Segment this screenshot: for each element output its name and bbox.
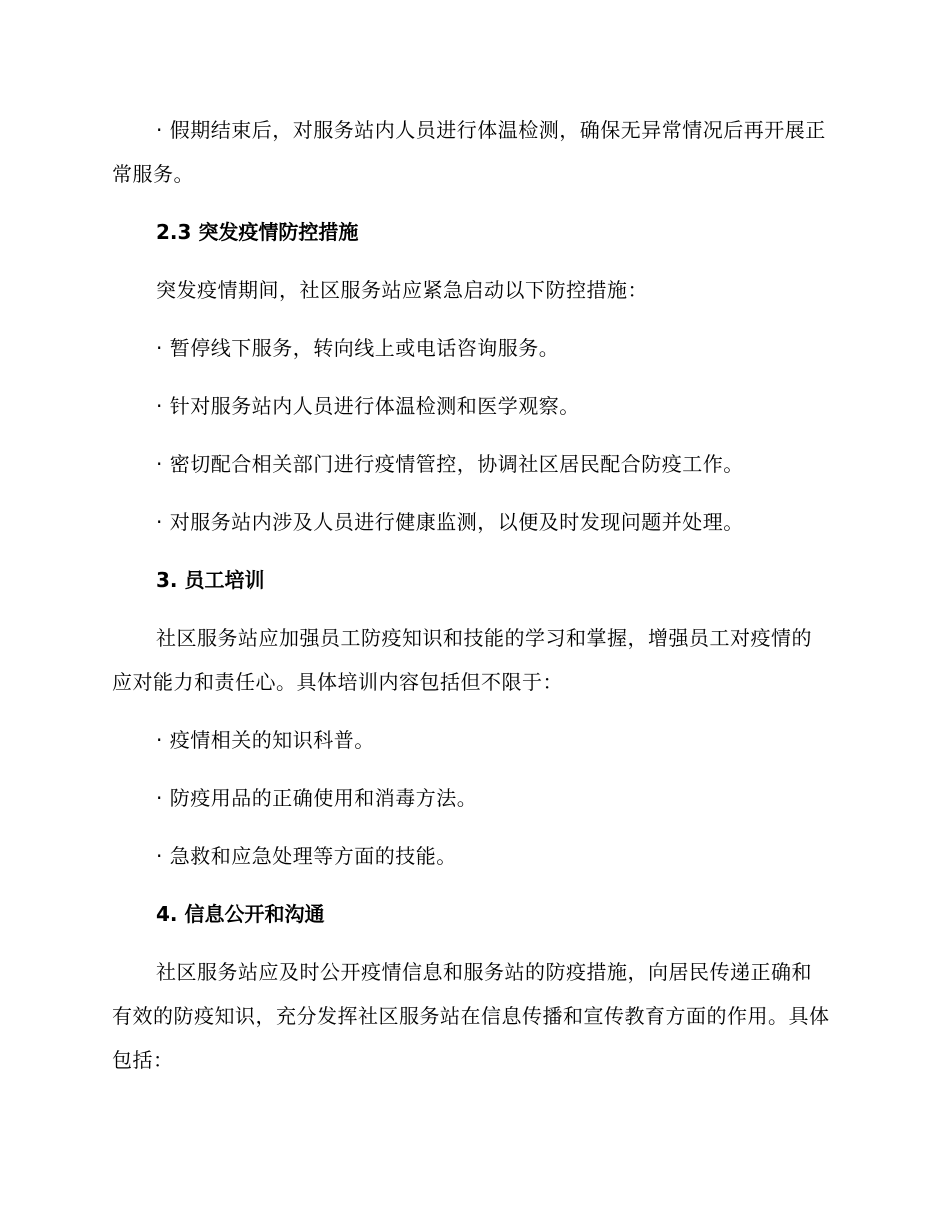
section-heading-2-3: 2.3 突发疫情防控措施 bbox=[156, 220, 359, 244]
bullet-after-holiday-check: · 假期结束后，对服务站内人员进行体温检测，确保无异常情况后再开展正常服务。 bbox=[112, 118, 826, 186]
bullet-cooperate-departments: · 密切配合相关部门进行疫情管控，协调社区居民配合防疫工作。 bbox=[156, 452, 744, 476]
document-body bbox=[112, 108, 830, 1096]
bullet-health-monitoring: · 对服务站内涉及人员进行健康监测，以便及时发现问题并处理。 bbox=[156, 510, 744, 534]
section-heading-4: 4. 信息公开和沟通 bbox=[156, 902, 325, 926]
bullet-first-aid: · 急救和应急处理等方面的技能。 bbox=[156, 844, 457, 868]
bullet-temperature-observation: · 针对服务站内人员进行体温检测和医学观察。 bbox=[156, 394, 580, 418]
section-heading-3: 3. 员工培训 bbox=[156, 568, 265, 592]
bullet-supplies-usage: · 防疫用品的正确使用和消毒方法。 bbox=[156, 786, 478, 810]
paragraph-emergency-intro: 突发疫情期间，社区服务站应紧急启动以下防控措施： bbox=[156, 278, 648, 302]
bullet-suspend-offline: · 暂停线下服务，转向线上或电话咨询服务。 bbox=[156, 336, 560, 360]
paragraph-training-intro: 社区服务站应加强员工防疫知识和技能的学习和掌握，增强员工对疫情的应对能力和责任心。具体培训内容包括但不限于： bbox=[112, 626, 812, 694]
bullet-knowledge: · 疫情相关的知识科普。 bbox=[156, 728, 375, 752]
paragraph-info-disclosure: 社区服务站应及时公开疫情信息和服务站的防疫措施，向居民传递正确和有效的防疫知识，充分发挥社区服务站在信息传播和宣传教育方面的作用。具体包括： bbox=[112, 960, 830, 1072]
